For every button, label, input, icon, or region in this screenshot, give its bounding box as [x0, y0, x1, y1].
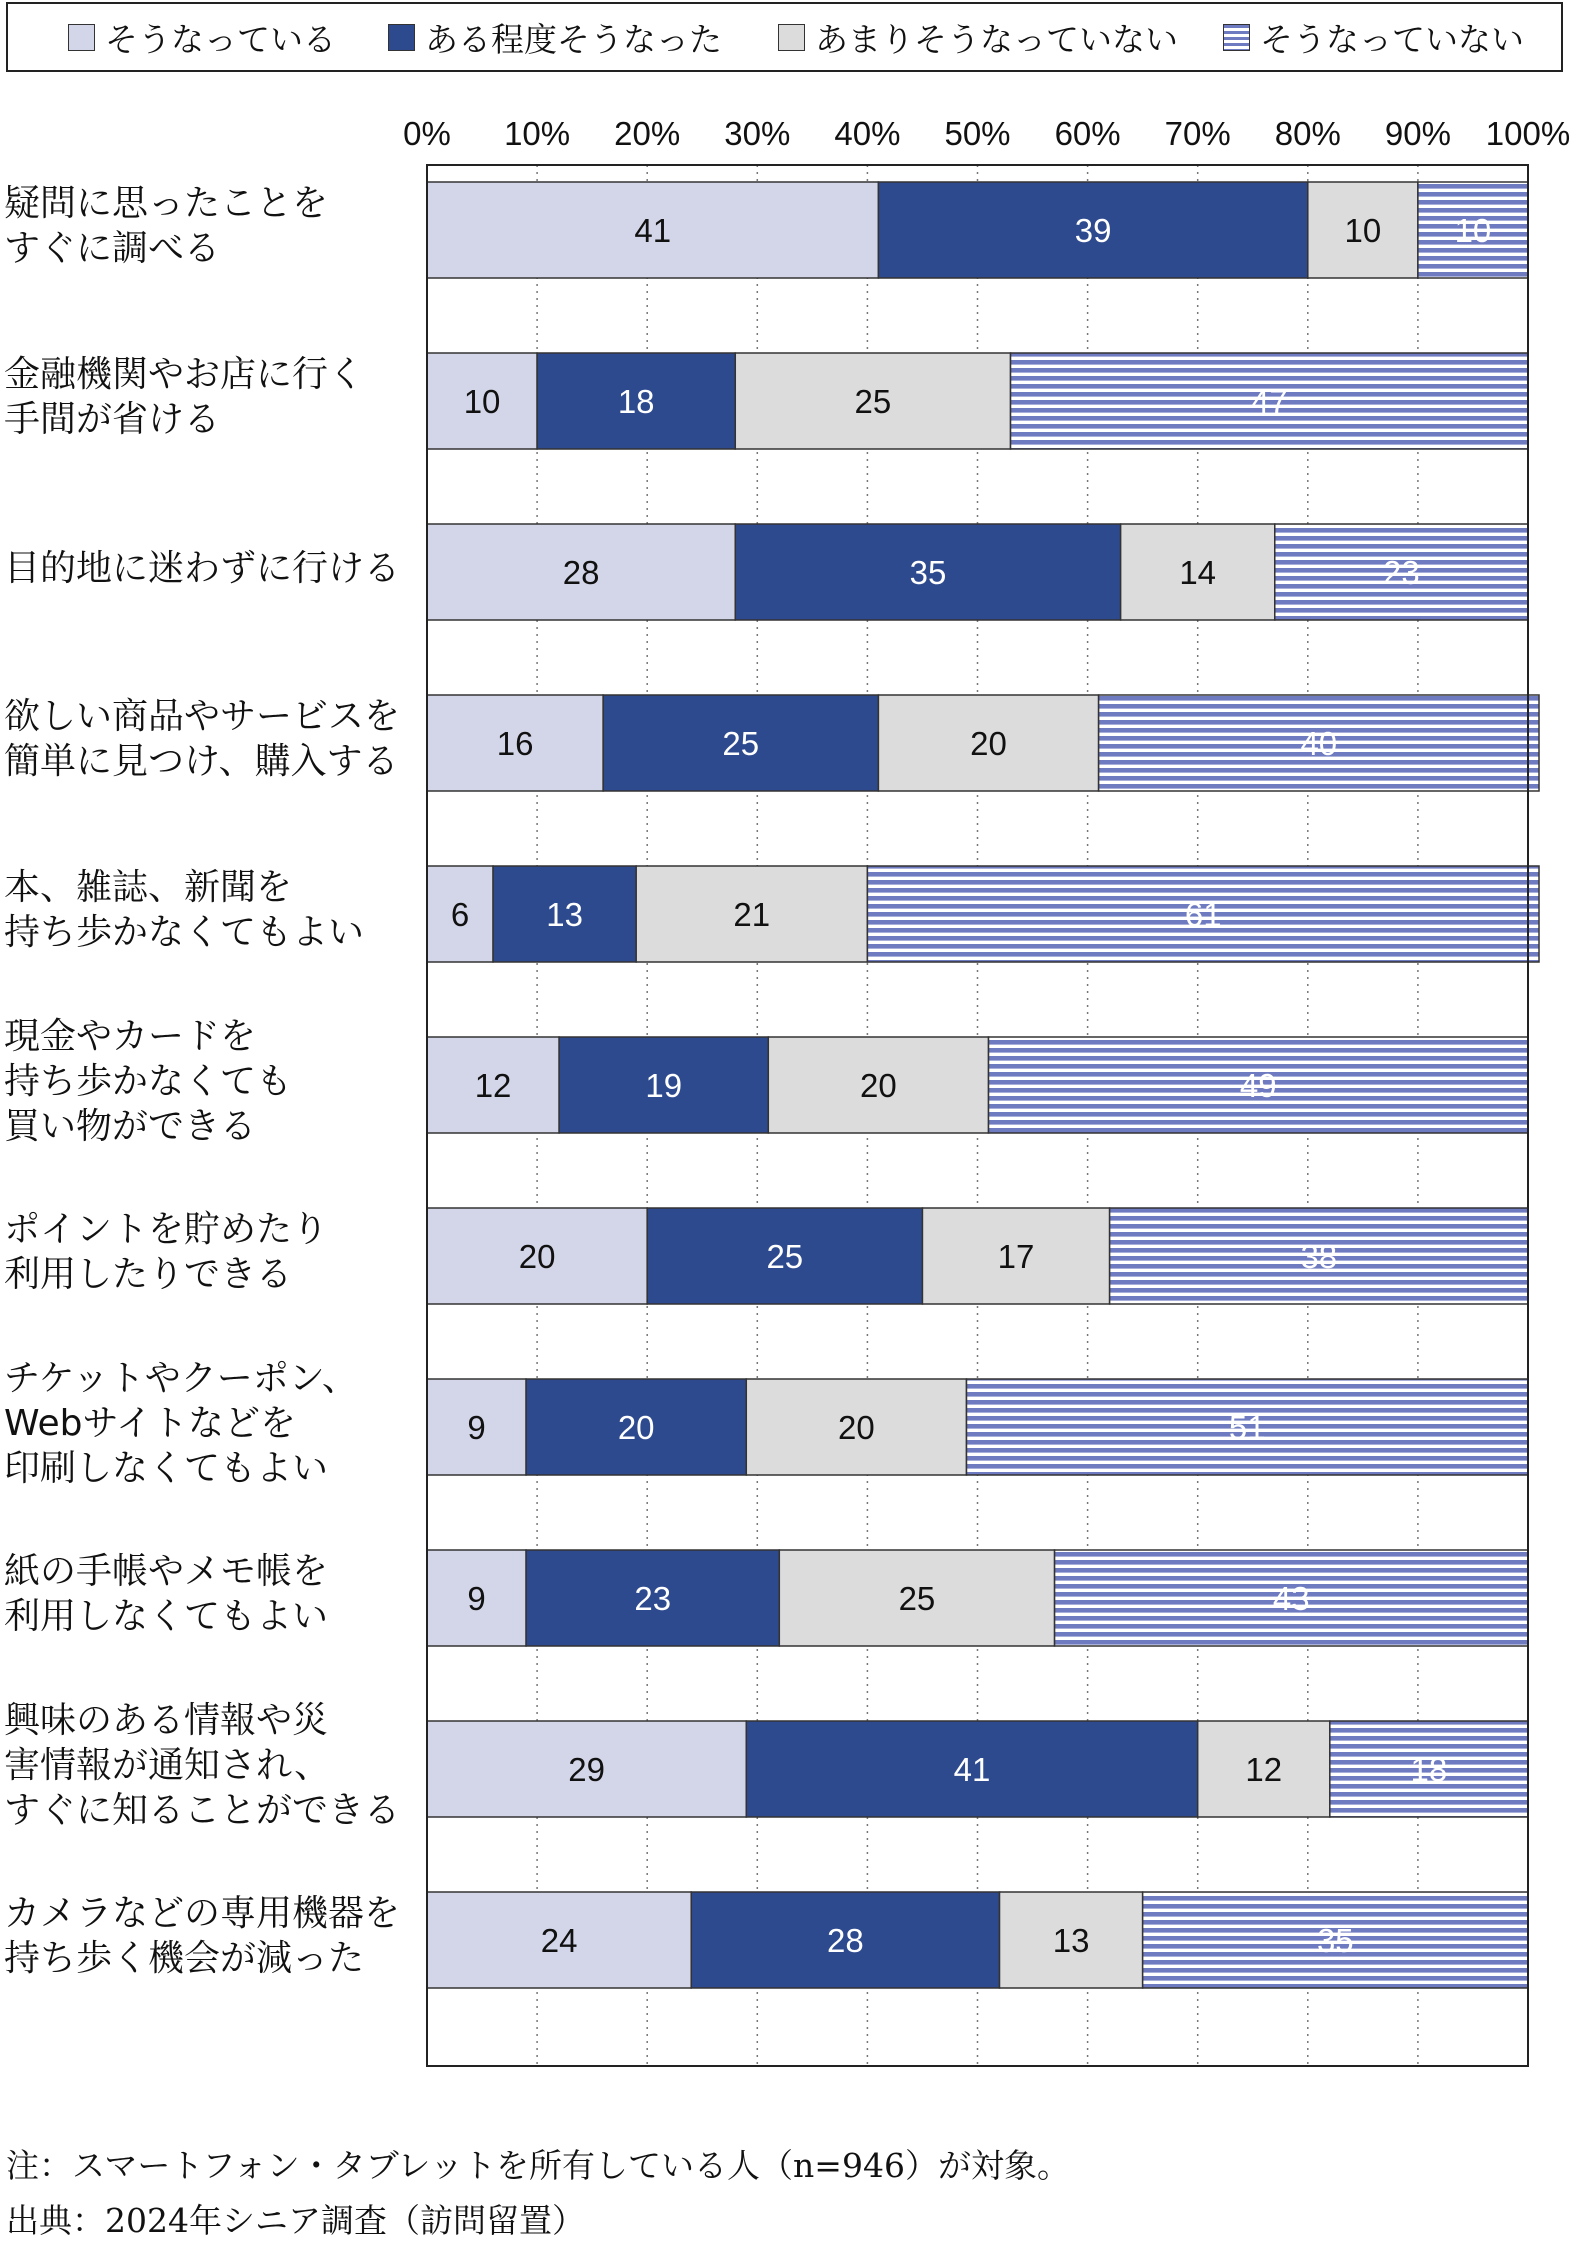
data-label: 20	[860, 1067, 897, 1104]
data-label: 12	[1245, 1751, 1283, 1788]
x-tick-label: 0%	[403, 115, 451, 152]
data-label: 41	[634, 212, 672, 249]
data-label: 47	[1250, 383, 1288, 420]
legend-label: そうなっている	[105, 19, 336, 59]
data-label: 40	[1300, 725, 1338, 762]
data-label: 10	[1344, 212, 1382, 249]
data-label: 25	[722, 725, 760, 762]
data-label: 18	[617, 383, 655, 420]
data-label: 23	[1383, 554, 1420, 591]
bar-row	[427, 182, 1528, 278]
data-label: 61	[1184, 896, 1222, 933]
category-label: 目的地に迷わずに行ける	[4, 547, 401, 589]
category-label: カメラなどの専用機器を 持ち歩く機会が減った	[4, 1893, 401, 1979]
category-label: 本、雑誌、新聞を 持ち歩かなくてもよい	[4, 867, 365, 953]
data-label: 13	[546, 896, 583, 933]
data-label: 13	[1052, 1922, 1090, 1959]
data-label: 41	[953, 1751, 991, 1788]
data-label: 28	[827, 1922, 864, 1959]
x-tick-label: 100%	[1485, 115, 1571, 152]
legend-label: あまりそうなっていない	[815, 19, 1178, 59]
data-label: 51	[1228, 1409, 1266, 1446]
data-label: 20	[518, 1238, 556, 1275]
data-label: 24	[540, 1922, 578, 1959]
data-label: 14	[1179, 554, 1217, 591]
data-label: 10	[1454, 212, 1492, 249]
bar-row	[427, 1721, 1528, 1817]
x-tick-label: 10%	[504, 115, 571, 152]
data-label: 35	[909, 554, 947, 591]
x-tick-label: 40%	[834, 115, 901, 152]
data-label: 39	[1074, 212, 1112, 249]
data-label: 25	[766, 1238, 804, 1275]
data-label: 17	[997, 1238, 1035, 1275]
legend-label: ある程度そうなった	[425, 19, 722, 59]
data-label: 16	[496, 725, 534, 762]
data-label: 20	[838, 1409, 875, 1446]
category-label: 現金やカードを 持ち歩かなくても 買い物ができる	[4, 1015, 293, 1147]
bar-row	[427, 353, 1528, 449]
bar-row	[427, 1892, 1528, 1988]
bar-row	[427, 1550, 1528, 1646]
category-label: 金融機関やお店に行く 手間が省ける	[4, 354, 365, 440]
data-label: 9	[467, 1580, 486, 1617]
x-tick-label: 30%	[724, 115, 791, 152]
data-label: 12	[474, 1067, 512, 1104]
legend-label: そうなっていない	[1260, 19, 1524, 59]
data-label: 20	[617, 1409, 655, 1446]
x-tick-label: 20%	[614, 115, 681, 152]
x-tick-label: 60%	[1054, 115, 1121, 152]
data-label: 38	[1300, 1238, 1338, 1275]
bar-row	[427, 524, 1528, 620]
data-label: 6	[450, 896, 470, 933]
chart-note: 注：スマートフォン・タブレットを所有している人（n=946）が対象。	[6, 2146, 1070, 2185]
category-label: 紙の手帳やメモ帳を 利用しなくてもよい	[4, 1551, 329, 1637]
data-label: 9	[467, 1409, 486, 1446]
data-label: 49	[1239, 1067, 1277, 1104]
data-label: 20	[970, 725, 1007, 762]
data-label: 19	[645, 1067, 683, 1104]
chart-source: 出典：2024年シニア調査（訪問留置）	[6, 2201, 585, 2240]
category-label: 疑問に思ったことを すぐに調べる	[4, 183, 329, 269]
bar-row	[427, 695, 1539, 791]
category-label: ポイントを貯めたり 利用したりできる	[4, 1209, 329, 1295]
bar-row	[427, 1208, 1528, 1304]
category-label: 興味のある情報や災 害情報が通知され、 すぐに知ることができる	[4, 1699, 401, 1831]
data-label: 43	[1272, 1580, 1310, 1617]
data-label: 29	[568, 1751, 606, 1788]
bar-row	[427, 866, 1539, 962]
bar-row	[427, 1037, 1528, 1133]
bar-row	[427, 1379, 1528, 1475]
category-label: チケットやクーポン、 Webサイトなどを 印刷しなくてもよい	[4, 1357, 358, 1489]
data-label: 18	[1410, 1751, 1448, 1788]
x-tick-label: 50%	[944, 115, 1011, 152]
data-label: 23	[634, 1580, 672, 1617]
data-label: 25	[854, 383, 892, 420]
data-label: 25	[898, 1580, 936, 1617]
x-tick-label: 90%	[1384, 115, 1451, 152]
data-label: 21	[733, 896, 771, 933]
data-label: 10	[463, 383, 501, 420]
data-label: 28	[562, 554, 600, 591]
x-tick-label: 80%	[1274, 115, 1341, 152]
data-label: 35	[1316, 1922, 1354, 1959]
category-label: 欲しい商品やサービスを 簡単に見つけ、購入する	[4, 696, 401, 782]
x-tick-label: 70%	[1164, 115, 1231, 152]
